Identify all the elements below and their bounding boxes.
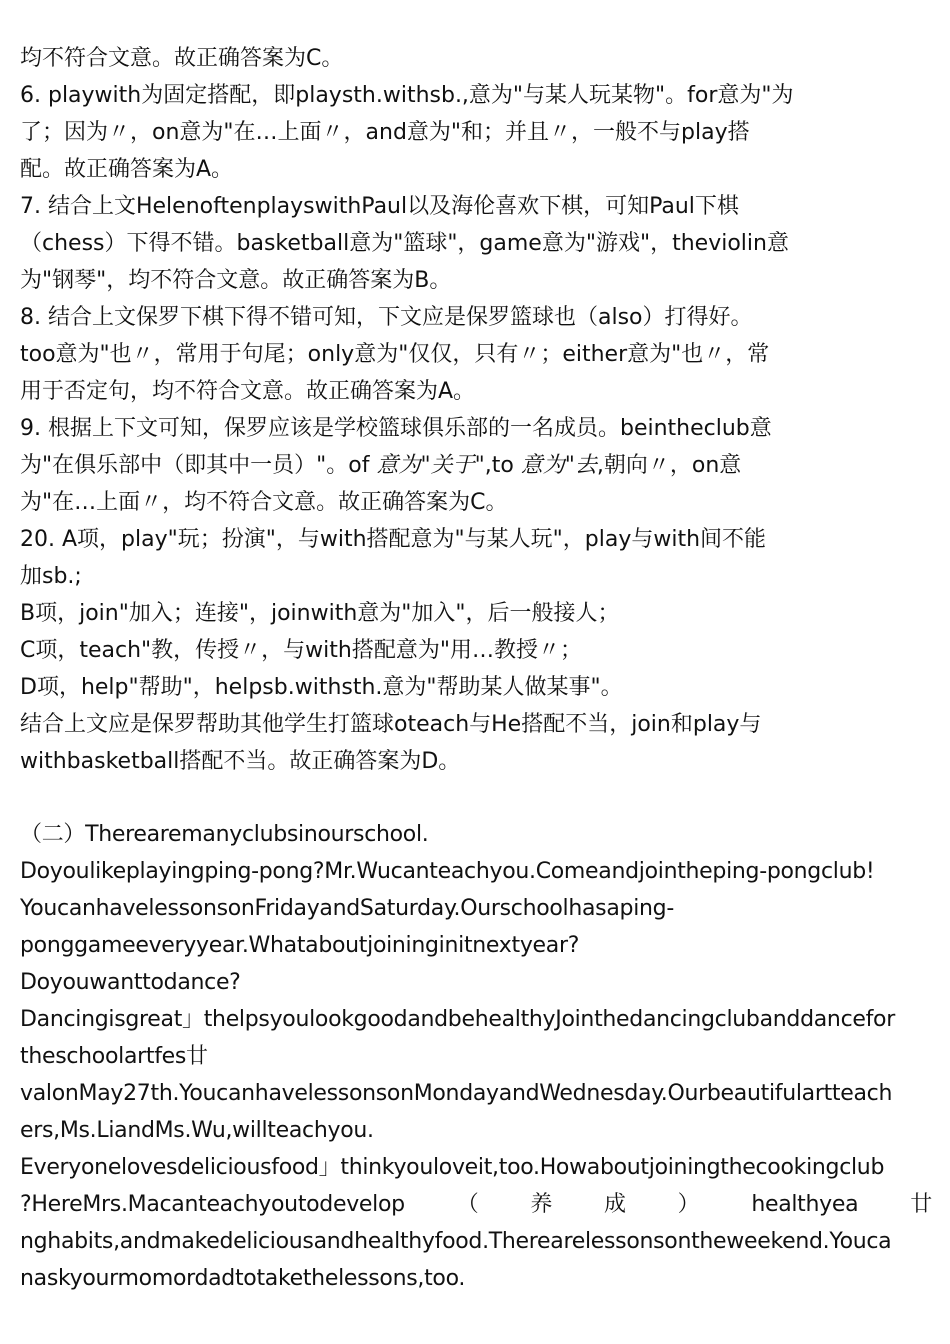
- text-line: 9. 根据上下文可知，保罗应该是学校篮球俱乐部的一名成员。beintheclub意: [20, 416, 772, 441]
- text-segment: ,to: [484, 453, 521, 478]
- text-line: 7. 结合上文HelenoftenplayswithPaul以及海伦喜欢下棋，可知Paul下棋: [20, 194, 739, 219]
- text-segment: 养: [530, 1192, 553, 1217]
- text-line: 20. A项，play"玩；扮演"，与with搭配意为"与某人玩"，play与with间不能: [20, 527, 767, 552]
- text-line: 结合上文应是保罗帮助其他学生打篮球oteach与He搭配不当，join和play与: [20, 712, 762, 737]
- text-line: （chess）下得不错。basketball意为"篮球"，game意为"游戏"，theviolin意: [20, 231, 789, 256]
- text-line: 配。故正确答案为A。: [20, 157, 234, 182]
- text-segment: 为"在俱乐部中（即其中一员）"。of: [20, 453, 377, 478]
- text-segment: 廿: [910, 1192, 932, 1217]
- text-line: 为"钢琴"，均不符合文意。故正确答案为B。: [20, 268, 452, 293]
- text-segment: ?HereMrs.Macanteachyoutodevelop: [20, 1192, 405, 1217]
- text-line: 加sb.;: [20, 564, 82, 589]
- passage-line: theschoolartfes廿: [20, 1044, 208, 1069]
- text-segment-italic: 意为"去: [520, 453, 597, 478]
- passage-line: （二）Therearemanyclubsinourschool.: [20, 822, 429, 847]
- text-line: too意为"也〃，常用于句尾；only意为"仅仅，只有〃；either意为"也〃，常: [20, 342, 770, 367]
- text-segment: （: [456, 1192, 479, 1217]
- passage-line: Everyonelovesdeliciousfood」thinkyouloveit,too.Howaboutjoiningthecookingclub: [20, 1155, 885, 1180]
- text-line: 均不符合文意。故正确答案为C。: [20, 46, 344, 71]
- passage-line: nghabits,andmakedeliciousandhealthyfood.Therearelessonsontheweekend.Youca: [20, 1229, 892, 1254]
- text-line: 8. 结合上文保罗下棋下得不错可知，下文应是保罗篮球也（also）打得好。: [20, 305, 753, 330]
- text-line: 用于否定句，均不符合文意。故正确答案为A。: [20, 379, 476, 404]
- passage-line: naskyourmomordadtotakethelessons,too.: [20, 1266, 466, 1291]
- passage-line: ponggameeveryyear.Whataboutjoininginitnextyear?: [20, 933, 580, 958]
- text-segment-italic: 意为"关于": [376, 453, 485, 478]
- section-gap: [20, 780, 932, 816]
- text-segment: ,朝向〃，on意: [596, 453, 742, 478]
- text-line: D项，help"帮助"，helpsb.withsth.意为"帮助某人做某事"。: [20, 675, 623, 700]
- text-segment: ）: [677, 1192, 700, 1217]
- passage-line: valonMay27th.YoucanhavelessonsonMondayandWednesday.Ourbeautifulartteach: [20, 1081, 893, 1106]
- text-line: withbasketball搭配不当。故正确答案为D。: [20, 749, 461, 774]
- passage-line-justified: [20, 1186, 932, 1223]
- passage-line: ers,Ms.LiandMs.Wu,willteachyou.: [20, 1118, 374, 1143]
- text-line: [20, 447, 932, 484]
- text-line: 为"在…上面〃，均不符合文意。故正确答案为C。: [20, 490, 508, 515]
- text-segment: healthyea: [751, 1192, 859, 1217]
- document-page: [20, 40, 932, 1297]
- passage-line: Doyouwanttodance?: [20, 970, 241, 995]
- text-line: C项，teach"教，传授〃，与with搭配意为"用…教授〃；: [20, 638, 582, 663]
- passage-line: YoucanhavelessonsonFridayandSaturday.Ourschoolhasaping-: [20, 896, 674, 921]
- passage-line: Dancingisgreat」thelpsyoulookgoodandbehealthyJointhedancingclubanddancefor: [20, 1007, 895, 1032]
- text-line: B项，join"加入；连接"，joinwith意为"加入"，后一般接人；: [20, 601, 620, 626]
- answer-analysis: [20, 40, 932, 780]
- text-segment: 成: [604, 1192, 626, 1217]
- text-line: 6. playwith为固定搭配，即playsth.withsb.,意为"与某人玩某物"。for意为"为: [20, 83, 794, 108]
- passage-line: Doyoulikeplayingping-pong?Mr.Wucanteachyou.Comeandjointheping-pongclub!: [20, 859, 875, 884]
- text-line: 了；因为〃，on意为"在…上面〃，and意为"和；并且〃，一般不与play搭: [20, 120, 750, 145]
- reading-passage: [20, 816, 932, 1297]
